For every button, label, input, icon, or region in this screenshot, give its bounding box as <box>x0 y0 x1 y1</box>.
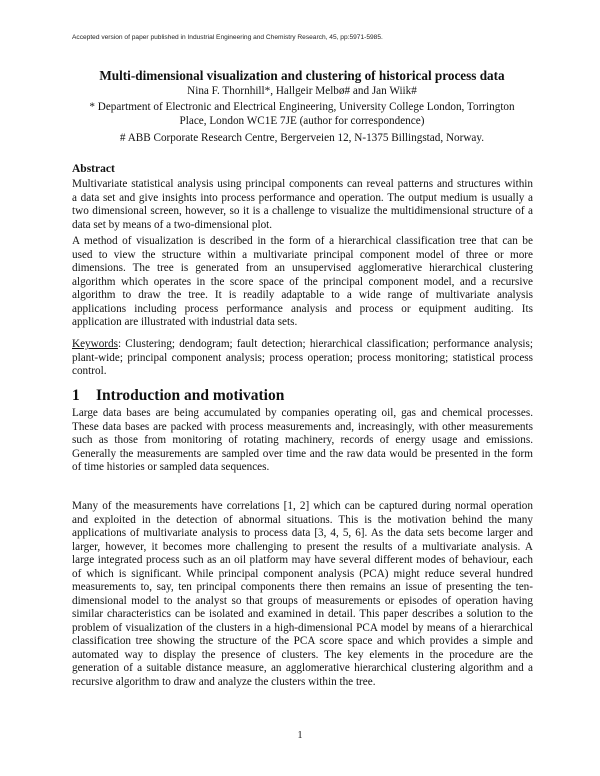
abstract-paragraph-2 <box>72 235 533 330</box>
intro-paragraph-1 <box>72 407 533 475</box>
text-line: data set by means of a two-dimensional plot. <box>72 218 273 231</box>
affiliation-abb: # ABB Corporate Research Centre, Bergerveien 12, N-1375 Billingstad, Norway. <box>119 132 485 144</box>
text-line: Generally the measurements are sampled over time and the raw data would be presented in the form <box>72 447 533 460</box>
section-heading <box>72 387 533 405</box>
text-line: problem of visualization of the clusters in a high-dimensional PCA model by means of a hierarchical <box>72 621 533 634</box>
text-line: measurements to, say, ten principal components there then remains an issue of presenting the ten- <box>72 581 533 593</box>
keywords-label: Keywords <box>72 338 118 350</box>
intro-paragraph-2 <box>72 500 533 689</box>
text-line: Large data bases are being accumulated by companies operating oil, gas and chemical processes. <box>72 407 533 419</box>
text-line: classification tree showing the structure of the PCA score space and which provides a simple and <box>72 635 533 647</box>
text-line: similar characteristics can be isolated and examined in detail. This paper describes a solution to the <box>72 608 533 620</box>
text-line: used to view the structure within a multivariate principal component model of three or more <box>72 248 533 261</box>
text-line: dimensions. The tree is generated from an unsupervised agglomerative hierarchical clustering <box>72 262 533 274</box>
section-title: Introduction and motivation <box>96 387 285 404</box>
text-line: of which is significant. While principal component analysis (PCA) might reduce several hundred <box>72 567 533 580</box>
keywords-line-2: plant-wide; principal component analysis; process operation; process monitoring; statistical process <box>72 351 533 364</box>
authors: Nina F. Thornhill*, Hallgeir Melbø# and Jan Wiik# <box>187 85 417 97</box>
text-line: recursive algorithm to draw and analyze the clusters within the tree. <box>72 675 376 688</box>
text-line: and exploited in the detection of abnormal situations. This is the motivation behind the many <box>72 513 533 526</box>
page-number: 1 <box>297 730 303 741</box>
text-line: a data set and give insights into process performance and operation. The output medium is usually a <box>72 191 533 204</box>
text-line: larger, however, it becomes more challenging to present the results of a multivariate analysis. A <box>72 540 533 553</box>
keywords-line-3: control. <box>72 365 107 377</box>
affiliation-ucl-line2: Place, London WC1E 7JE (author for correspondence) <box>179 115 425 127</box>
affiliation-ucl-line1: * Department of Electronic and Electrical Engineering, University College London, Torrington <box>89 101 515 113</box>
paper-title: Multi-dimensional visualization and clustering of historical process data <box>99 68 505 83</box>
text-line: dimensional model to the analyst so that groups of measurements or episodes of operation having <box>72 594 533 607</box>
text-line: application are illustrated with industrial data sets. <box>72 316 298 328</box>
section-number: 1 <box>72 387 80 404</box>
text-line: applications including process performance analysis and process or equipment auditing. Its <box>72 302 533 315</box>
text-line: generation of a suitable distance measure, an agglomerative hierarchical clustering algorithm and a <box>72 662 533 674</box>
text-line: These data bases are packed with process measurements and, increasingly, with other measurements <box>72 420 533 433</box>
text-line: algorithm to draw the tree. It is readily adaptable to a wide range of multivariate analysis <box>72 289 533 301</box>
text-line: Multivariate statistical analysis using principal components can reveal patterns and structures within <box>72 178 533 190</box>
text-line: algorithm which operates in the score space of the principal component model, and a recursive <box>72 275 533 288</box>
keywords <box>72 338 533 379</box>
text-line: large integrated process such as an oil platform may have several different modes of behaviour, each <box>72 554 533 566</box>
text-line: applications of multivariate analysis to process data [3, 4, 5, 6]. As the data sets become larger and <box>72 527 533 539</box>
publication-note: Accepted version of paper published in Industrial Engineering and Chemistry Research, 45, pp:5971-5985. <box>72 34 383 41</box>
keywords-line-1 <box>72 338 533 352</box>
abstract-heading: Abstract <box>72 163 115 175</box>
keywords-text: : Clustering; dendogram; fault detection; hierarchical classification; performance analysis; <box>118 338 533 350</box>
abstract-paragraph-1 <box>72 178 533 232</box>
text-line: automated way to display the presence of clusters. The key elements in the procedure are the <box>72 648 533 661</box>
text-line: two dimensional screen, however, so it is a challenge to visualize the multidimensional structure of a <box>72 205 533 217</box>
text-line: A method of visualization is described in the form of a hierarchical classification tree that can be <box>72 235 533 247</box>
text-line: such as those from monitoring of rotating machinery, records of energy usage and emissions. <box>72 434 533 446</box>
text-line: Many of the measurements have correlations [1, 2] which can be captured during normal operation <box>72 500 533 512</box>
text-line: of time histories or sampled data sequences. <box>72 461 270 473</box>
